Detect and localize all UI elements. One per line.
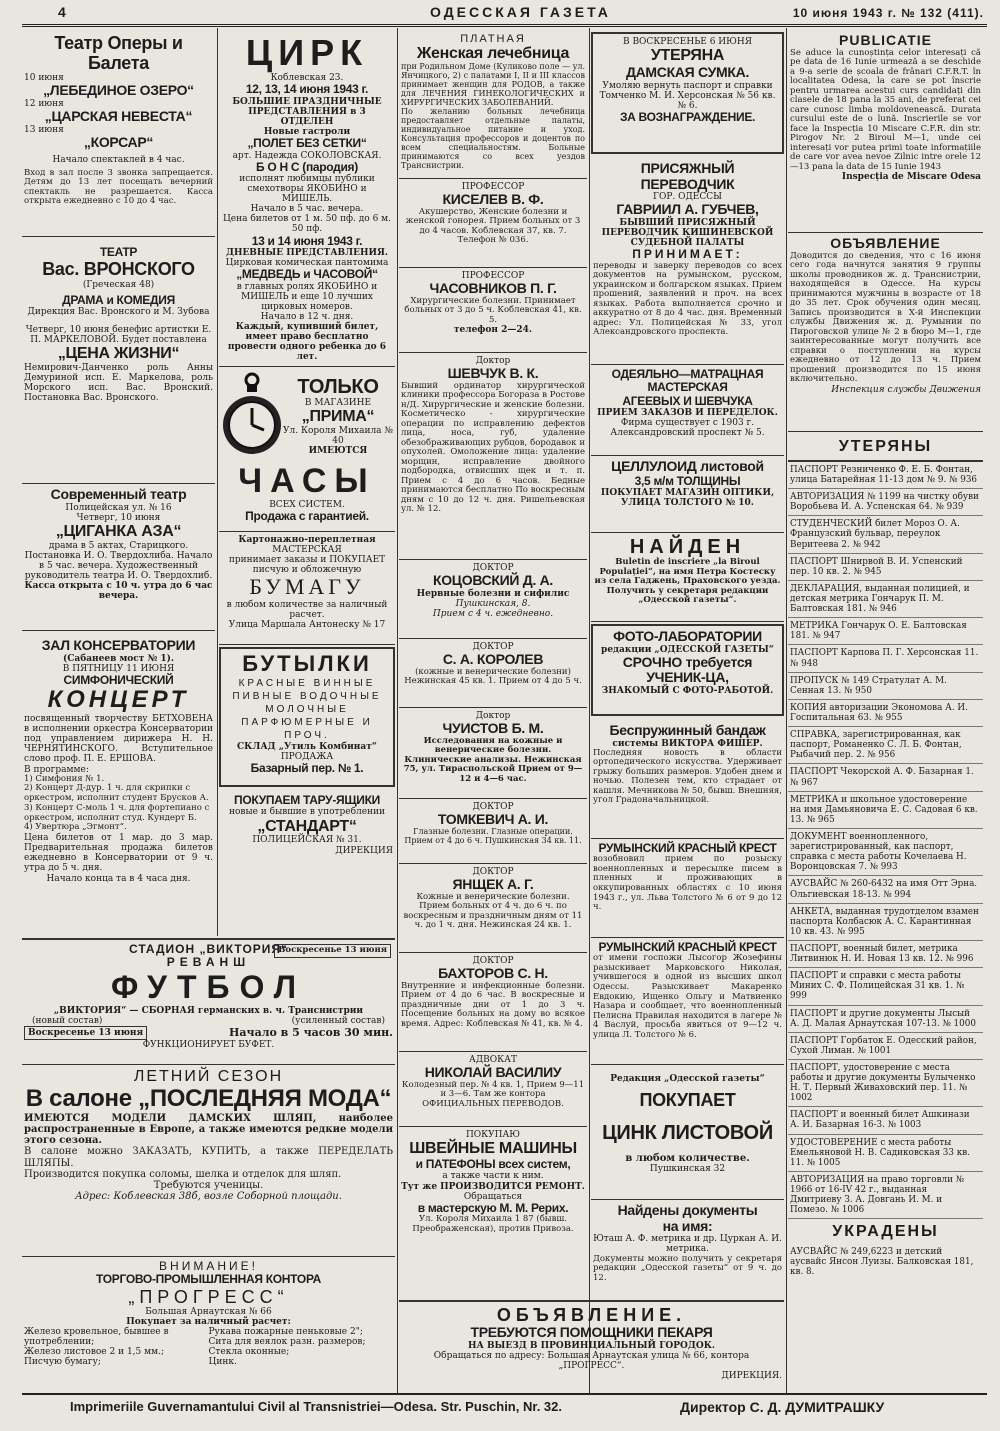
lost-item: АНКЕТА, выданная трудотделом взамен паспорта Колбасюк А. С. Карантинная 10 кв. 43. № 995 — [788, 904, 983, 941]
program-item: 2) Концерт Д-дур. 1 ч. для скрипки с оркестром, исполнит студент Брусков А. — [24, 783, 209, 804]
doctor-name: С. А. КОРОЛЕВ — [442, 651, 544, 668]
translator-title: ПРИСЯЖНЫЙ ПЕРЕВОДЧИК — [640, 160, 735, 192]
doctor-info: Бывший ординатор хирургической клиники профессора Богораза в Ростове н/Д. Хирургические и женские болезни. Косметическо - хирургические операции по исправлению дефектов лица, носа, губ, удаление обезображивающих рубцов, бородавок и опухолей. Омоложение лица: удаление морщин, исправление двойного подбородка, отвисших щек и т. п. Прием с 4 до 6 часов. Бедные принимаются бесплатно По воскресным дням с 10 до 12 ч. дня. Ришельевская ул. № 12. — [401, 380, 585, 515]
stolen-item: АУСВАЙС № 249,6223 и детский аусвайс Янсон Луизы. Балковская 181, кв. 8. — [790, 1247, 974, 1278]
womens-clinic-ad — [399, 30, 587, 179]
concert-description: посвященный творчеству БЕТХОВЕНА в исполнении оркестра Консерватории под управлением дирижера Н. Н. ЧЕРНЯТИНСКОГО. Вступительное слово проф. П. Е. ЕРШОВА. — [24, 714, 213, 765]
theatre-genre: ДРАМА и КОМЕДИЯ — [62, 292, 175, 307]
title-label: ДОКТОР — [472, 867, 514, 877]
circus-act-title: „ПОЛЕТ БЕЗ СЕТКИ“ — [247, 136, 367, 151]
lost-item: ДАМСКАЯ СУМКА. — [625, 63, 750, 80]
buy-item: Рукава пожарные пеньковые 2"; — [208, 1327, 363, 1338]
buy-item: Писчую бумагу; — [24, 1357, 101, 1368]
lost-documents-list — [788, 432, 983, 1281]
football-title: ФУТБОЛ — [110, 968, 307, 1005]
lost-item: ПАСПОРТ и военный билет Ашкинази А. И. Базарная 16-3. № 1003 — [788, 1107, 983, 1134]
header-rule — [22, 24, 987, 27]
circus-line: Каждый, купивший билет, имеет право бесплатно провести одного ребенка до 6 лет. — [227, 321, 387, 363]
circus-act-title: „МЕДВЕДЬ и ЧАСОВОЙ“ — [236, 267, 378, 282]
office-type: ТОРГОВО-ПРОМЫШЛЕННАЯ КОНТОРА — [96, 1272, 321, 1287]
doctor-info: Глазные болезни. Глазные операции. Прием от 4 до 6 ч. Пушкинская 34 кв. 11. — [404, 826, 582, 845]
column-divider — [786, 28, 787, 1393]
publicatie-ad — [788, 30, 983, 233]
salon-text: В салоне можно ЗАКАЗАТЬ, КУПИТЬ, а также ПЕРЕДЕЛАТЬ ШЛЯПЫ. — [24, 1146, 393, 1169]
red-cross-title: РУМЫНСКИЙ КРАСНЫЙ КРЕСТ — [598, 841, 777, 855]
bindery-label: МАСТЕРСКАЯ — [272, 545, 342, 556]
team-note: (усиленный состав) — [291, 1015, 385, 1026]
office-address: Большая Арнаутская № 66 — [145, 1307, 272, 1318]
progress-office-ad — [22, 1257, 395, 1393]
doctor-address: Пушкинская, 8. — [455, 598, 531, 609]
doctor-name: ТОМКЕВИЧ А. И. — [437, 811, 549, 828]
stolen-heading — [788, 1219, 983, 1244]
tomkevich-ad — [399, 799, 587, 864]
concert-date: В ПЯТНИЦУ 11 ИЮНЯ — [62, 663, 175, 674]
play-description: драма в 5 актах, Старицкого. Постановка И. О. Твердохлиба. Начало в 5 час. вечера. Художественный руководитель театра И. О. Твердохлиб. — [24, 540, 213, 581]
circus-date: 13 и 14 июня 1943 г. — [251, 233, 363, 248]
sewing-line: а также части к ним. — [442, 1171, 544, 1182]
doctor-info: Кожные и венерические болезни. Прием больных от 4 ч. до 6 ч. по воскресным и праздничным дням от 11 ч. до 1 ч. дня. Нежинская 24 кв. 1. — [403, 891, 583, 931]
title-label: Доктор — [475, 356, 511, 366]
bakery-address: Обращаться по адресу: Большая Арнаутская улица № 66, контора „ПРОГРЕСС“. — [433, 1350, 750, 1371]
circus-line: Цена билетов от 1 м. 50 пф. до 6 м. 50 пф. — [222, 214, 392, 235]
lost-date: В ВОСКРЕСЕНЬЕ 6 ИЮНЯ — [622, 37, 753, 47]
start-time: Начало спектаклей в 4 час. — [52, 154, 185, 165]
editor-name: Директор С. Д. ДУМИТРАШКУ — [680, 1399, 885, 1415]
zinc-line: ПОКУПАЕТ — [639, 1090, 736, 1111]
shop-guarantee: Продажа с гарантией. — [245, 509, 369, 524]
buy-item: Железо кровельное, бывшее в употреблении; — [24, 1327, 169, 1348]
opera-ad — [22, 30, 215, 237]
shop-headline: ТОЛЬКО — [297, 375, 379, 398]
lost-item: СПРАВКА, зарегистрированная, как паспорт, Романенко С. Л. Б. Фонтан, Рыбачий пер. 2. № 956 — [788, 727, 983, 764]
bakery-headline: ТРЕБУЮТСЯ ПОМОЩНИКИ ПЕКАРЯ — [470, 1324, 713, 1341]
shop-name: „ПРИМА“ — [301, 408, 375, 426]
theatre-name: Современный театр — [50, 486, 187, 502]
celluloid-ad — [591, 456, 784, 533]
circus-title: ЦИРК — [245, 32, 369, 73]
workshop-name: в мастерскую М. М. Рерих. — [417, 1200, 569, 1215]
chasovnikov-ad — [399, 268, 587, 353]
documents-text: Документы можно получить у секретаря редакции „Одесской газеты“ от 9 ч. до 12. — [593, 1253, 782, 1283]
directorate: ДИРЕКЦИЯ — [335, 845, 393, 856]
opera-title: Театр Оперы и Балета — [54, 33, 183, 74]
column-3 — [399, 30, 587, 1320]
match-start: Начало в 5 часов 30 мин. — [229, 1025, 393, 1039]
bottles-title: БУТЫЛКИ — [242, 651, 372, 676]
bindery-address: Улица Маршала Антонеску № 17 — [228, 620, 386, 631]
clinic-text: По желанию больных лечебница предоставляет отдельные палаты, индивидуальное питание и уход. Консультация профессоров и доцентов по всем специальностям. Больные принимаются со всех уездов Транснистрии. — [401, 106, 585, 170]
company-name: „СТАНДАРТ“ — [257, 817, 357, 835]
bottles-ad — [219, 647, 395, 787]
mattress-ad — [591, 365, 784, 456]
lost-label: УТЕРЯНА — [650, 47, 725, 65]
column-5 — [788, 30, 983, 1388]
theatre-direction: Дирекция Вас. Вронского и М. Зубова — [27, 307, 210, 318]
announcement-title: ОБЪЯВЛЕНИЕ. — [496, 1305, 687, 1325]
found-text: Buletin de inscriere „la Biroul Populației“, на имя Петра Костеску из села Гаджень, Праховского уезда. Получить у секретаря редакции „Одесской газеты“. — [594, 557, 781, 606]
lost-item: ПАСПОРТ Резниченко Ф. Е. Б. Фонтан, улица Батарейная 11-13 дом № 9. № 936 — [788, 462, 983, 489]
workshop-title: ОДЕЯЛЬНО—МАТРАЦНАЯ — [611, 367, 764, 381]
title-label: Доктор — [475, 711, 511, 721]
found-documents-ad — [591, 1200, 784, 1300]
salon-text: Производится покупка соломы, шелка и отделок для шляп. — [24, 1168, 342, 1180]
venue-name: ЗАЛ КОНСЕРВАТОРИИ — [41, 637, 196, 653]
buying-label: ПОКУПАЮ — [465, 1130, 521, 1140]
lost-item: УДОСТОВЕРЕНИЕ с места работы Емельяновой Н. В. Садиковская 33 кв. 11. № 1005 — [788, 1135, 983, 1172]
photo-lab-line: ЗНАКОМЫЙ С ФОТО-РАБОТОЙ. — [601, 686, 774, 697]
doctor-info: Акушерство, Женские болезни и женской гонорея. Прием больных от 3 до 4 часов. Коблевская 37, кв. 7. Телефон № 036. — [405, 206, 581, 246]
tara-title: ПОКУПАЕМ ТАРУ-ЯЩИКИ — [234, 793, 380, 807]
pocket-watch-icon — [221, 370, 283, 462]
lost-item: ПАСПОРТ Карпова П. Г. Херсонская 11. № 948 — [788, 645, 983, 672]
show-dates: 12, 13, 14 июня 1943 г. — [245, 82, 369, 97]
directorate: ДИРЕКЦИЯ. — [721, 1371, 782, 1382]
sewing-line: Обращаться — [463, 1191, 523, 1202]
lost-heading — [788, 432, 983, 462]
buy-item: Стекла оконные; — [208, 1347, 290, 1358]
celluloid-line: 3,5 м/м ТОЛЩИНЫ — [634, 473, 741, 488]
announcement-title: ОБЪЯВЛЕНИЕ — [830, 235, 941, 251]
workshop-owners: АГЕЕВЫХ И ШЕВЧУКА — [622, 393, 753, 408]
salon-name: В салоне „ПОСЛЕДНЯЯ МОДА“ — [25, 1084, 392, 1112]
photo-lab-ad — [591, 624, 784, 716]
red-cross-title: РУМЫНСКИЙ КРАСНЫЙ КРЕСТ — [598, 940, 777, 954]
warehouse-name: СКЛАД „Утиль Комбинат“ — [237, 741, 377, 752]
title-label: ДОКТОР — [472, 956, 514, 966]
documents-list: Юташ А. Ф. метрика и др. Цуркан А. И. метрика. — [593, 1234, 782, 1255]
box-office-hours: Касса открыта с 10 ч. утра до 6 час вечера. — [24, 581, 213, 602]
column-divider — [217, 28, 218, 936]
bandage-title: Беспружинный бандаж — [609, 722, 766, 738]
doctor-name: ЧУИСТОВ Б. М. — [442, 720, 544, 737]
doctor-info: (кожные и венерические болезни) Нежинская 45 кв. 1. Прием от 4 до 5 ч. — [404, 666, 582, 687]
photo-lab-line: УЧЕНИК-ЦА, — [646, 669, 729, 686]
warehouse-address: Базарный пер. № 1. — [250, 760, 364, 775]
lost-item: ПАСПОРТ, военный билет, метрика Литвинюк Н. И. Новая 13 кв. 12. № 996 — [788, 941, 983, 968]
zinc-ad — [591, 1065, 784, 1200]
paper-title: БУМАГУ — [249, 574, 365, 600]
doctor-name: КИСЕЛЕВ В. Ф. — [442, 191, 544, 208]
circus-line: Новые гастроли — [263, 127, 351, 138]
rematch-label: РЕВАНШ — [166, 955, 251, 970]
salon-text: ИМЕЮТСЯ МОДЕЛИ ДАМСКИХ ШЛЯП, наиболее распространенные в Европе, а также имеются редкие модели этого сезона. — [24, 1112, 393, 1147]
clinic-title: Женская лечебница — [416, 45, 570, 63]
announcement-ad — [788, 233, 983, 432]
lost-item: АУСВАЙС № 260-6432 на имя Отт Эрна. Ольгиевская 18-13. № 994 — [788, 876, 983, 903]
title-label: ДОКТОР — [472, 642, 514, 652]
circus-act-title: Б О Н С (пародия) — [256, 159, 358, 174]
red-cross-ad-2 — [591, 938, 784, 1065]
publicatie-signature: Inspecția de Miscare Odesa — [841, 172, 981, 183]
fashion-salon-ad — [22, 1065, 395, 1257]
theatre-label: ТЕАТР — [99, 245, 138, 259]
lost-item: ДЕКЛАРАЦИЯ, выданная полицией, и детская метрика Гончарук П. М. Балтовская 181. № 946 — [788, 581, 983, 618]
clinic-text: при Родильном Доме (Куликово поле — ул. Янчицкого, 2) с палатами I, II и III классов принимает женщин для РОДОВ, а также для ЛЕЧЕНИЯ ГИНЕКОЛОГИЧЕСКИХ и ХИРУРГИЧЕСКИХ ЗАБОЛЕВАНИЙ. — [401, 62, 585, 108]
found-title: НАЙДЕН — [629, 536, 746, 558]
page-header — [0, 0, 1000, 26]
workshop-line: Фирма существует с 1903 г. — [620, 418, 755, 429]
date-label: 10 июня — [24, 73, 64, 84]
lost-item: КОПИЯ авторизации Экономова А. И. Госпитальная 63. № 955 — [788, 700, 983, 727]
found-ad — [591, 533, 784, 622]
doctor-info: Внутренние и инфекционные болезни. Прием от 4 до 6 час. В воскресные и праздничные дни от 1 до 3 ч. Посещение больных на дому во всякое время. Адрес: Коблевская № 41, кв. № 4. — [401, 980, 585, 1029]
title-label: ПРОФЕССОР — [461, 271, 525, 281]
doctor-name: БАХТОРОВ С. Н. — [438, 965, 548, 982]
zinc-address: Пушкинская 32 — [649, 1163, 726, 1174]
doctor-name: ШЕВЧУК В. К. — [447, 365, 539, 382]
lost-text: Умоляю вернуть паспорт и справки Томченко М. И. Херсонская № 56 кв. № 6. — [599, 80, 776, 111]
sale-label: ПРОДАЖА — [280, 751, 334, 762]
title-label: ДОКТОР — [472, 802, 514, 812]
korolev-ad — [399, 639, 587, 708]
column-divider — [589, 28, 590, 1393]
play-description: Немирович-Данченко роль Анны Демуриной исп. Е. Маркелова, роль Морского исп. Вас. Вронский. Постановка Вас. Вронского. — [24, 363, 213, 404]
lawyer-name: НИКОЛАЙ ВАСИЛИУ — [424, 1064, 562, 1081]
circus-line: БОЛЬШИЕ ПРАЗДНИЧНЫЕ ПРЕДСТАВЛЕНИЯ в 3 ОТДЕЛЕН — [232, 96, 382, 127]
circus-ad — [219, 30, 395, 367]
circus-line: Начало в 12 ч. дня. — [260, 311, 354, 322]
benefit-info: Четверг, 10 июня бенефис артистки Е. П. МАРКЕЛОВОЙ. Будет поставлена — [25, 325, 212, 346]
celluloid-title: ЦЕЛЛУЛОИД листовой — [611, 458, 764, 474]
lost-item: ПАСПОРТ, удостоверение с места работы и другие документы Булыченко Н. Т. Первый Живаховский пер. 11. № 1002 — [788, 1060, 983, 1107]
lost-item: ДОКУМЕНТ военнопленного, зарегистрированный, как паспорт, справка с места работы Кочелаева Н. Воронцовская 7. № 993 — [788, 829, 983, 876]
bindery-line: в любом количестве за наличный расчет. — [226, 599, 388, 621]
bakery-line: НА ВЫЕЗД В ПРОВИНЦИАЛЬНЫЙ ГОРОДОК. — [467, 1340, 716, 1351]
yanshchek-ad — [399, 864, 587, 953]
page-footer — [22, 1393, 987, 1425]
lost-item: АВТОРИЗАЦИЯ на право торговли № 1966 от 16-IV 42 г., выданная Дмитриеву З. А. Довгань И. М. и Помезо. № 1006 — [788, 1172, 983, 1219]
attention-label: ВНИМАНИЕ! — [159, 1259, 258, 1273]
chuistov-ad — [399, 708, 587, 799]
performance-title: „КОРСАР“ — [83, 133, 154, 150]
sewing-title: ШВЕЙНЫЕ МАШИНЫ — [409, 1140, 577, 1158]
lost-item: СТУДЕНЧЕСКИЙ билет Мороз О. А. Французский бульвар, переулок Веритеева 2. № 942 — [788, 516, 983, 553]
lost-item: МЕТРИКА и школьное удостоверение на имя Дамьяновича Е. С. Садовая 6 кв. 13. № 965 — [788, 792, 983, 829]
bindery-line: принимает заказы и ПОКУПАЕТ писчую и обложечную — [228, 555, 386, 576]
doctor-specialty: Нервные болезни и сифилис — [416, 588, 570, 599]
conservatory-ad — [22, 631, 215, 917]
buy-item: Железо листовое 2 и 1,5 мм.; — [24, 1347, 165, 1358]
lost-item: АВТОРИЗАЦИЯ № 1199 на чистку обуви Воробьева И. А. Успенская 64. № 939 — [788, 489, 983, 516]
circus-line: ДНЕВНЫЕ ПРЕДСТАВЛЕНИЯ. — [225, 248, 389, 258]
bindery-title: Картонажно-переплетная — [238, 535, 376, 545]
date-label: 12 июня — [24, 99, 64, 110]
title-label: АДВОКАТ — [469, 1055, 517, 1065]
tara-ad — [219, 791, 395, 881]
vronsky-theatre-ad — [22, 237, 215, 484]
lost-item: ПАСПОРТ и справки с места работы Миних С. Ф. Полицейская 31 кв. 1. № 999 — [788, 968, 983, 1005]
workshop-address: Ул. Короля Михаила 1 87 (бывш. Преображенская), против Привоза. — [412, 1214, 574, 1234]
salon-text: Требуются ученицы. — [153, 1179, 264, 1191]
sewing-machines-ad — [399, 1127, 587, 1273]
lost-item: ПАСПОРТ Горбаток Е. Одесский район, Сухой Лиман. № 1001 — [788, 1033, 983, 1060]
circus-line: Начало в 5 час. вечера. — [250, 204, 364, 215]
sewing-line: Тут же ПРОИЗВОДИТСЯ РЕМОНТ. — [401, 1181, 585, 1192]
kotsovsky-ad — [399, 560, 587, 639]
match-date: Воскресенье 13 июня — [24, 1026, 147, 1040]
title-label: ПРОФЕССОР — [461, 182, 525, 192]
clinic-label: ПЛАТНАЯ — [460, 33, 526, 45]
translator-city: ГОР. ОДЕССЫ — [652, 192, 722, 203]
translator-text: переводы и заверку переводов со всех документов на румынском, русском, украинском и болгарском языках. Прием прошений, заявлений и проч. на всех языках. Работа выполняется срочно и аккуратно от 8 до 4 час. дня. Временный адрес: Ул. Полицейская № 33, угол Александровского проспекта. — [593, 260, 782, 338]
zinc-title: ЦИНК ЛИСТОВОЙ — [602, 1122, 773, 1145]
buying-heading: Покупает за наличный расчет: — [126, 1317, 291, 1328]
workshop-label: МАСТЕРСКАЯ — [647, 380, 728, 395]
program-item: 1) Симфония № 1. — [24, 773, 105, 784]
lawyer-ad — [399, 1052, 587, 1127]
doctor-phone: телефон 2—24. — [453, 325, 533, 336]
program-item: 3) Концерт С-моль 1 ч. для фортепиано с оркестром, исполнит студ. Кундерт Б. — [24, 802, 210, 823]
lawyer-info: Колодезный пер. № 4 кв. 1, Прием 9—11 и 3—6. Там же контора ОФИЦИАЛЬНЫХ ПЕРЕВОДОВ. — [401, 1079, 585, 1109]
red-cross-text: возобновил прием по розыску военнопленных и пересылке писем в пленных и проживающих в оккупированных областях с 10 июня 1943 г., ул. Льва Толстого № 6 от 9 до 12 ч. — [593, 854, 782, 913]
program-item: 4) Увертюра „Эгмонт“. — [24, 822, 127, 833]
bandage-line: системы ВИКТОРА ФИШЕР. — [612, 738, 763, 749]
venue-address: (Сабанеев мост № 1). — [62, 653, 175, 664]
bandage-text: Последняя новость в области ортопедического искусства. Удерживает грыжу больших размеров. Удобен днем и ночью. Полезен тем, кто страдает от кашля. Мечникова № 50, бывш. Внешняя, угол Градоначальницкой. — [593, 747, 782, 806]
doctor-info: Хирургические болезни. Принимает больных от 3 до 5 ч. Коблевская 41, кв. 5. — [404, 295, 582, 325]
shevchuk-ad — [399, 353, 587, 560]
salon-address: Адрес: Коблевская 38б, возле Соборной площади. — [75, 1191, 342, 1203]
printer-imprint: Imprimeriile Guvernamantului Civil al Transnistriei—Odesa. Str. Puschin, Nr. 32. — [70, 1399, 563, 1414]
bakhtorov-ad — [399, 953, 587, 1052]
photo-lab-line: редакции „ОДЕССКОЙ ГАЗЕТЫ“ — [601, 644, 774, 655]
bottle-types: КРАСНЫЕ ВИННЫЕ ПИВНЫЕ ВОДОЧНЫЕ МОЛОЧНЫЕ ПАРФЮМЕРНЫЕ И ПРОЧ. — [232, 677, 382, 741]
modern-theatre-ad — [22, 484, 215, 631]
documents-line: на имя: — [662, 1217, 713, 1234]
lost-item: МЕТРИКА Гончарук О. Е. Балтовская 181. № 947 — [788, 618, 983, 645]
team-note: (новый состав) — [32, 1015, 103, 1026]
doctor-name: КОЦОВСКИЙ Д. А. — [432, 572, 554, 589]
lost-item: ПАСПОРТ Шнирвой В. И. Успенский пер. 10 кв. 2. № 945 — [788, 554, 983, 581]
theatre-name: Вас. ВРОНСКОГО — [42, 259, 195, 280]
shop-line: ИМЕЮТСЯ — [308, 446, 368, 457]
newspaper-title: ОДЕССКАЯ ГАЗЕТА — [430, 4, 611, 20]
bandage-ad — [591, 720, 784, 839]
doctor-hours: Прием с 4 ч. ежедневно. — [432, 608, 554, 619]
office-name: „ПРОГРЕСС“ — [128, 1286, 289, 1307]
workshop-address: Александровский проспект № 5. — [610, 428, 765, 439]
shop-label: В МАГАЗИНЕ — [304, 398, 372, 409]
program-list — [24, 775, 213, 834]
red-cross-ad-1 — [591, 839, 784, 938]
page-number: 4 — [58, 4, 67, 20]
lost-item: ПАСПОРТ Чекорской А. Ф. Базарная 1. № 967 — [788, 764, 983, 791]
column-4 — [591, 30, 784, 1300]
celluloid-address: УЛИЦА ТОЛСТОГО № 10. — [621, 498, 754, 509]
zinc-line: в любом количестве. — [625, 1152, 750, 1164]
circus-line: в главных ролях ЯКОБИНО и МИШЕЛЬ и еще 10 лучших цирковых номеров. — [236, 281, 378, 312]
play-title: „ЦИГАНКА АЗА“ — [55, 522, 182, 540]
prima-shop-ad — [219, 367, 395, 532]
doctor-info: Исследования на кожные и венерические болезни. Клинические анализы. Нежинская 75, ул. Тираспольской Прием от 9—12 и 4—6 час. — [403, 735, 583, 784]
play-title: „ЦЕНА ЖИЗНИ“ — [57, 345, 180, 363]
circus-line: арт. Надежда СОКОЛОВСКАЯ. — [232, 150, 382, 161]
match-date: Воскресенье 13 июня — [274, 944, 391, 958]
column-2 — [219, 30, 395, 935]
company-address: ПОЛИЦЕЙСКАЯ № 31. — [252, 835, 362, 846]
watches-title: ЧАСЫ — [238, 462, 376, 500]
reward-label: ЗА ВОЗНАГРАЖДЕНИЕ. — [619, 109, 756, 124]
translator-name: ГАВРИИЛ А. ГУБЧЕВ, — [616, 201, 759, 218]
shop-address: Ул. Короля Михаила № 40 — [283, 426, 393, 447]
buy-item: Цинк. — [208, 1357, 237, 1368]
date-label: Четверг, 10 июня — [76, 512, 161, 523]
photo-lab-line: СРОЧНО требуется — [622, 653, 753, 670]
announcement-text: Доводится до сведения, что с 16 июня сего года начнутся занятия 9 группы школы проводников ж. д. Транснистрии, находящейся в Одессе. На курсы принимаются мужчины в возрасте от 18 до 35 лет. Срок обучения один месяц. Запись производится в Х-й Инспекции службы Движения ж. д. Румынии по Пироговской улице № 2 в бюро М—1, где заинтересованные могут получить все справки о поступлении на курсы ежедневно от 12 до 13 ч. Прием прошений производится по 15 июня включительно. — [790, 250, 981, 385]
opera-info: Вход в зал после 3 звонка запрещается. Детям до 13 лет посещать вечерний спектакль не разрешается. Касса открыта ежедневно с 10 до 4 час. — [24, 167, 213, 207]
start-time: Начало конца та в 4 часа дня. — [46, 873, 191, 884]
program-heading: В программе: — [24, 764, 89, 775]
zinc-line: Редакция „Одесской газеты“ — [610, 1074, 765, 1084]
buffet-note: ФУНКЦИОНИРУЕТ БУФЕТ. — [142, 1039, 275, 1050]
workshop-line: ПРИЕМ ЗАКАЗОВ И ПЕРЕДЕЛОК. — [597, 408, 778, 419]
circus-line: Цирковая комическая пантомима — [225, 258, 389, 269]
translator-ad — [591, 158, 784, 365]
sewing-line: и ПАТЕФОНЫ всех систем, — [415, 1156, 571, 1171]
performance-title: „ЦАРСКАЯ НЕВЕСТА“ — [44, 108, 193, 125]
kiselev-ad — [399, 179, 587, 268]
lost-item: ПАСПОРТ и другие документы Лысый А. Д. Малая Арнаутская 107-13. № 1000 — [788, 1006, 983, 1033]
publicatie-title: PUBLICATIE — [839, 32, 932, 48]
theatre-address: Полицейская ул. № 16 — [65, 502, 172, 513]
title-label: ДОКТОР — [472, 563, 514, 573]
celluloid-line: ПОКУПАЕТ МАГАЗИН ОПТИКИ, — [600, 488, 775, 499]
season-title: ЛЕТНИЙ СЕЗОН — [133, 1068, 284, 1085]
lost-item: ПРОПУСК № 149 Стратулат А. М. Сенная 13. № 950 — [788, 673, 983, 700]
stadium-name: СТАДИОН „ВИКТОРИЯ“ — [128, 942, 289, 956]
translator-line: БЫВШИЙ ПРИСЯЖНЫЙ ПЕРЕВОДЧИК КИШИНЕВСКОЙ СУДЕБНОЙ ПАЛАТЫ — [601, 218, 774, 249]
circus-address: Коблевская 23. — [270, 73, 344, 84]
publicatie-text: Se aduce la cunoștința celor interesați că pe data de 16 Iunie urmează a se deschide a 9-a serie de școala de frânari C.F.R.T. în localitatea Odesa, la care se pot înscrie pentru urmarea acestui curs candidați din clasele de 18 pana la 35 ani, de preferat cei care cunosc limba moldovenească. Durata cursului este de o lună. Inscrierile se vor face la Inspecția 10 Miscare C.F.R. din str. Pirogov Nr. 2 Biroul M—1, unde cei interesați vor putea primi toate informațiile de care vor avea nevoe Zilnic intre orele 12—13 pana la data de 15 Iunie 1943 — [790, 47, 981, 172]
accepts-label: ПРИНИМАЕТ: — [632, 247, 743, 262]
lost-bag-ad — [591, 32, 784, 154]
bindery-ad — [219, 532, 395, 645]
bakery-ad — [399, 1300, 784, 1392]
documents-title: Найдены документы — [617, 1202, 758, 1218]
red-cross-text: от имени госпожи Лысогор Жозефины разыскивает Марковского Николая, учившегося в одной из высших школ Одессы. Разыскивает Макаренко Евдокию, Ищенко Ольгу и Матвиенко Назара и сообщает, что военнопленный Пелисна Правилая находится в лагере № 4 Васлуй, просьба явиться от 9—12 ч. улица Л. Толстого № 6. — [593, 953, 782, 1040]
date-label: 13 июня — [24, 124, 64, 135]
issue-date: 10 июня 1943 г. № 132 (411). — [792, 6, 984, 20]
stolen-title: УКРАДЕНЫ — [832, 1223, 939, 1241]
shop-line: ВСЕХ СИСТЕМ. — [269, 500, 345, 511]
performance-title: „ЛЕБЕДИНОЕ ОЗЕРО“ — [43, 82, 194, 99]
buy-item: Сита для веялок разн. размеров; — [208, 1337, 366, 1348]
stadium-ad — [22, 940, 395, 1065]
ticket-info: Цена билетов от 1 мар. до 3 мар. Предварительная продажа билетов ежедневно в Консерватории от 9 ч. утра до 5 ч. дня. — [24, 833, 213, 874]
concert-type: СИМФОНИЧЕСКИЙ — [63, 672, 174, 687]
bottom-left-block — [22, 938, 395, 1395]
concert-title: КОНЦЕРТ — [47, 686, 190, 714]
circus-line: исполнят любимцы публики смехотворы ЯКОБИНО и МИШЕЛЬ. — [239, 174, 375, 205]
lost-title: УТЕРЯНЫ — [838, 438, 933, 455]
announcement-signature: Инспекция службы Движения — [831, 384, 981, 395]
match-teams: „ВИКТОРИЯ“ — СБОРНАЯ германских в. ч. Транснистрии — [53, 1005, 364, 1016]
doctor-name: ЧАСОВНИКОВ П. Г. — [429, 280, 557, 297]
tara-line: новые и бывшие в употреблении — [228, 807, 386, 818]
doctor-name: ЯНЩЕК А. Г. — [452, 876, 534, 893]
column-divider — [397, 28, 398, 1393]
photo-lab-title: ФОТО-ЛАБОРАТОРИИ — [613, 628, 762, 644]
theatre-address: (Греческая 48) — [82, 279, 155, 290]
